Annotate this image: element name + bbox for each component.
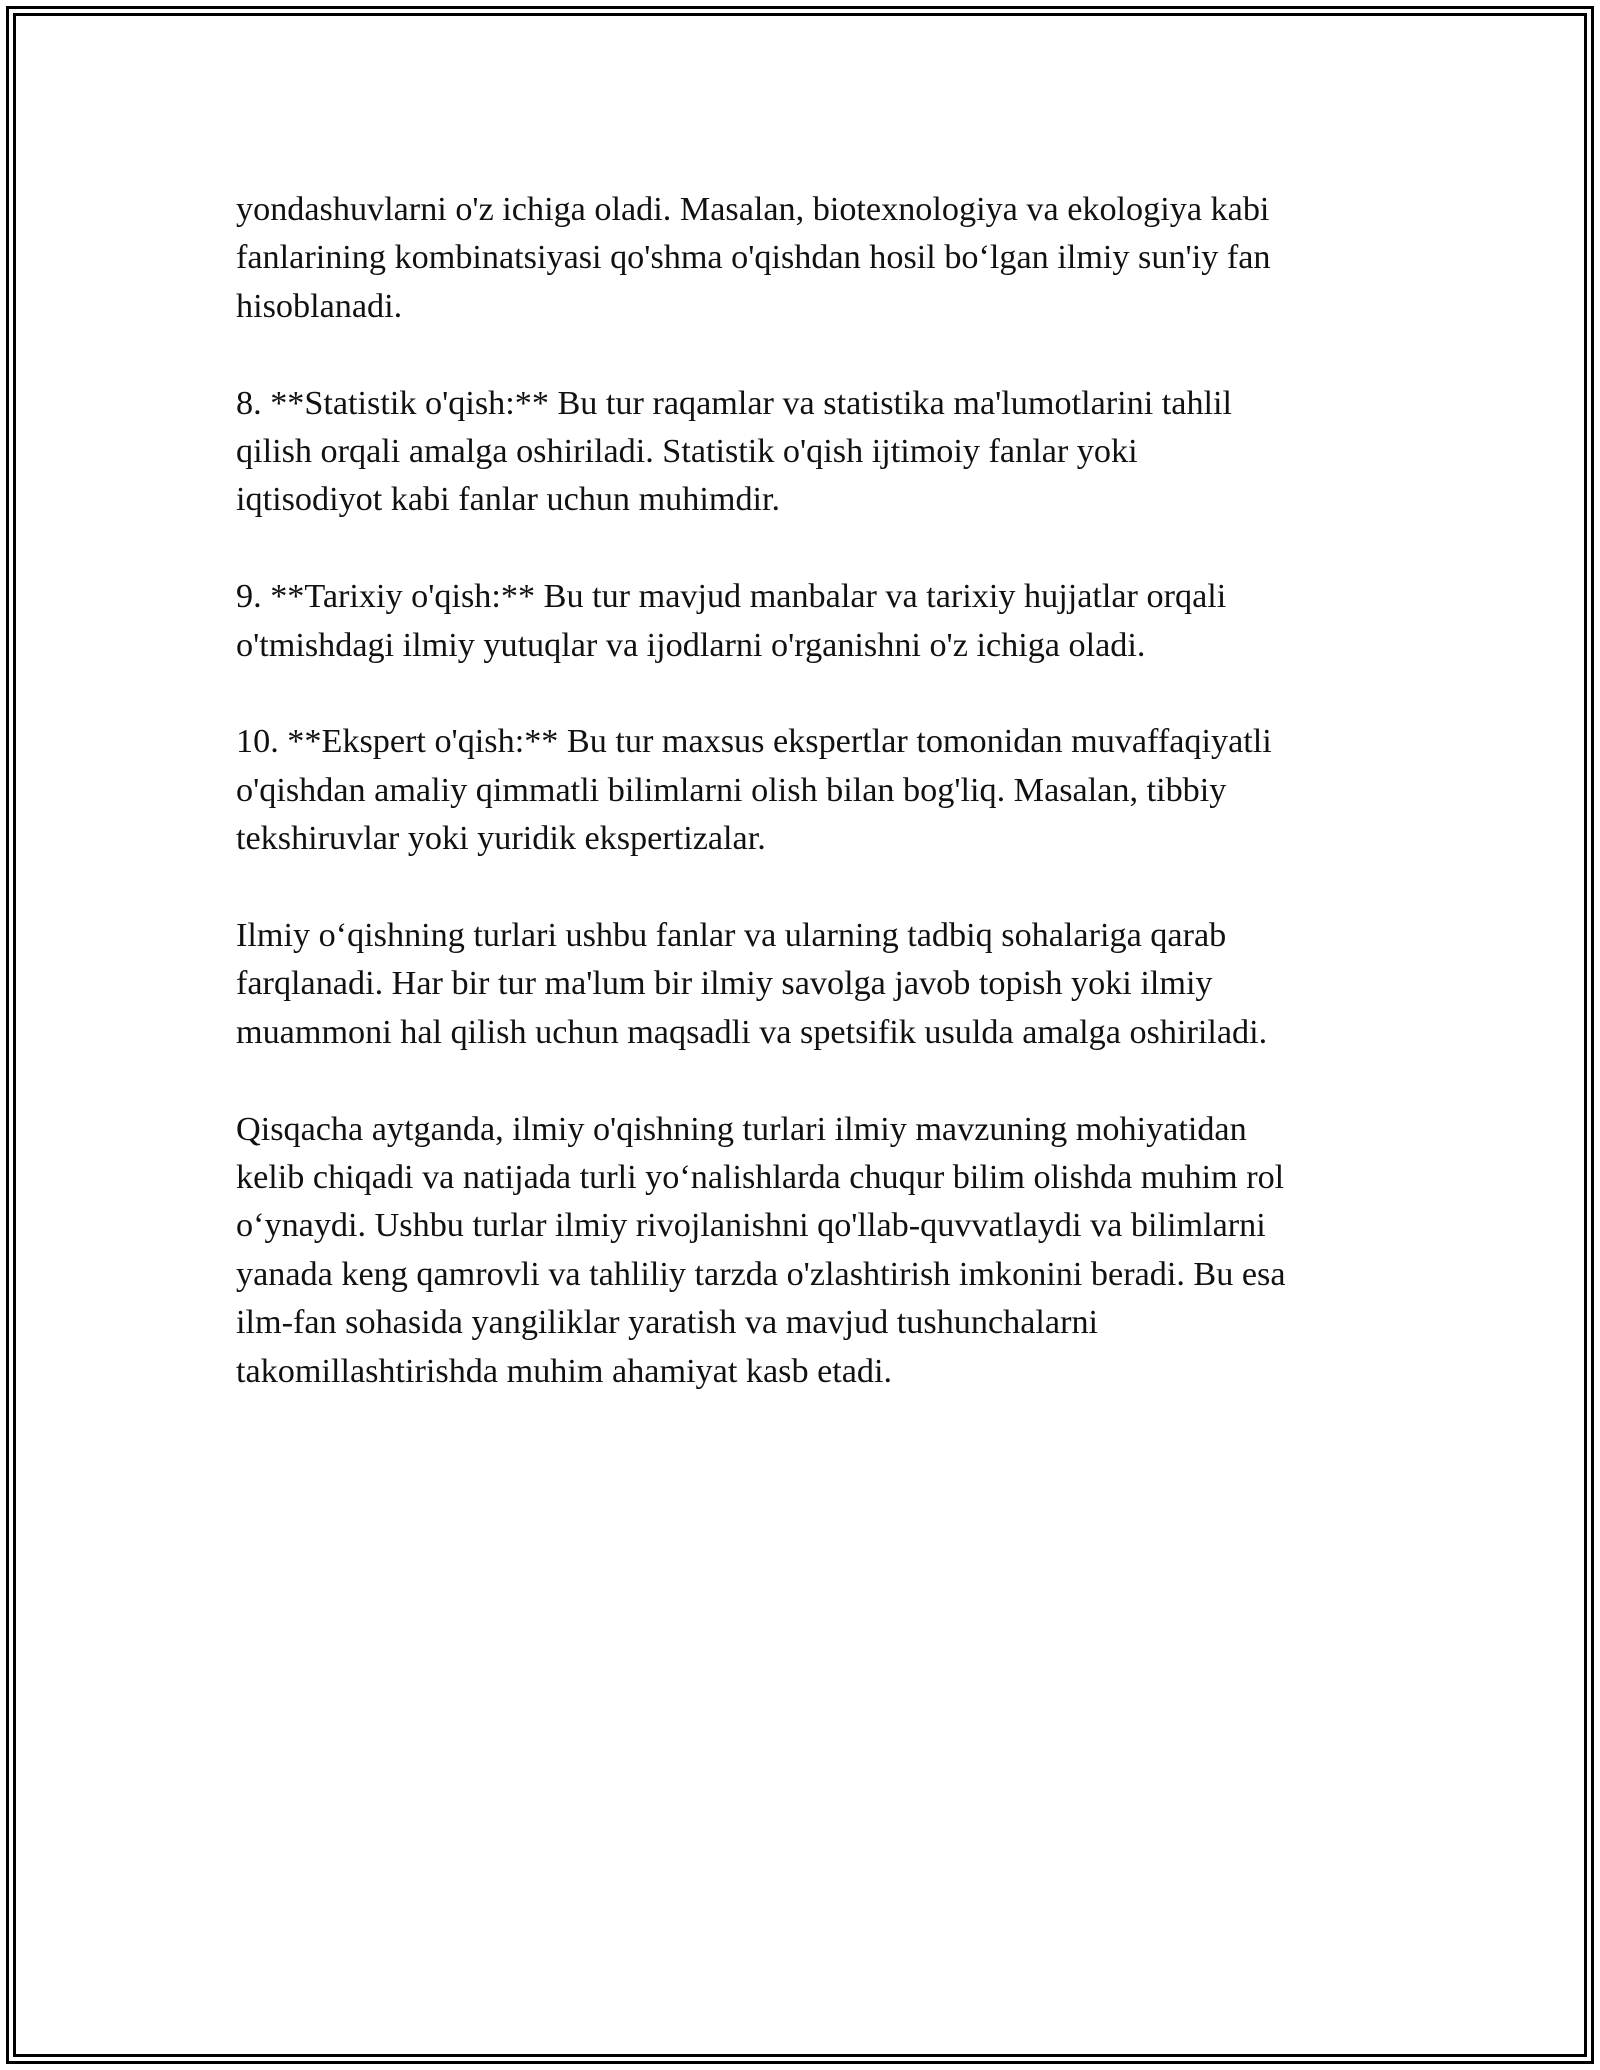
paragraph-item-8 [236,380,1376,525]
paragraph-continuation [236,186,1376,331]
text-line: qilish orqali amalga oshiriladi. Statistik o'qish ijtimoiy fanlar yoki [236,433,1138,471]
text-line: iqtisodiyot kabi fanlar uchun muhimdir. [236,481,781,519]
text-line: 9. **Tarixiy o'qish:** Bu tur mavjud manbalar va tarixiy hujjatlar orqali [236,578,1227,616]
text-line: yondashuvlarni o'z ichiga oladi. Masalan, biotexnologiya va ekologiya kabi [236,191,1270,228]
text-line: takomillashtirishda muhim ahamiyat kasb etadi. [236,1352,893,1390]
document-body [236,186,1376,1444]
text-line: yanada keng qamrovli va tahliliy tarzda o'zlashtirish imkonini beradi. Bu esa [236,1255,1286,1293]
text-line: muammoni hal qilish uchun maqsadli va spetsifik usulda amalga oshiriladi. [236,1013,1268,1051]
text-line: 8. **Statistik o'qish:** Bu tur raqamlar va statistika ma'lumotlarini tahlil [236,384,1233,422]
text-line: ilm-fan sohasida yangiliklar yaratish va mavjud tushunchalarni [236,1304,1099,1342]
paragraph-item-10 [236,718,1376,863]
text-line: o'tmishdagi ilmiy yutuqlar va ijodlarni o'rganishni o'z ichiga oladi. [236,626,1146,664]
text-line: hisoblanadi. [236,287,403,325]
text-line: Qisqacha aytganda, ilmiy o'qishning turlari ilmiy mavzuning mohiyatidan [236,1110,1247,1148]
text-line: kelib chiqadi va natijada turli yo‘nalishlarda chuqur bilim olishda muhim rol [236,1159,1285,1197]
paragraph-conclusion [236,1106,1376,1396]
paragraph-item-9 [236,573,1376,670]
text-line: o‘ynaydi. Ushbu turlar ilmiy rivojlanishni qo'llab-quvvatlaydi va bilimlarni [236,1207,1266,1245]
text-line: fanlarining kombinatsiyasi qo'shma o'qishdan hosil bo‘lgan ilmiy sun'iy fan [236,239,1271,277]
paragraph-summary [236,912,1376,1057]
text-line: o'qishdan amaliy qimmatli bilimlarni olish bilan bog'liq. Masalan, tibbiy [236,771,1227,809]
text-line: 10. **Ekspert o'qish:** Bu tur maxsus ekspertlar tomonidan muvaffaqiyatli [236,723,1272,761]
text-line: Ilmiy o‘qishning turlari ushbu fanlar va ularning tadbiq sohalariga qarab [236,917,1227,955]
text-line: farqlanadi. Har bir tur ma'lum bir ilmiy savolga javob topish yoki ilmiy [236,965,1213,1003]
text-line: tekshiruvlar yoki yuridik ekspertizalar. [236,820,766,858]
